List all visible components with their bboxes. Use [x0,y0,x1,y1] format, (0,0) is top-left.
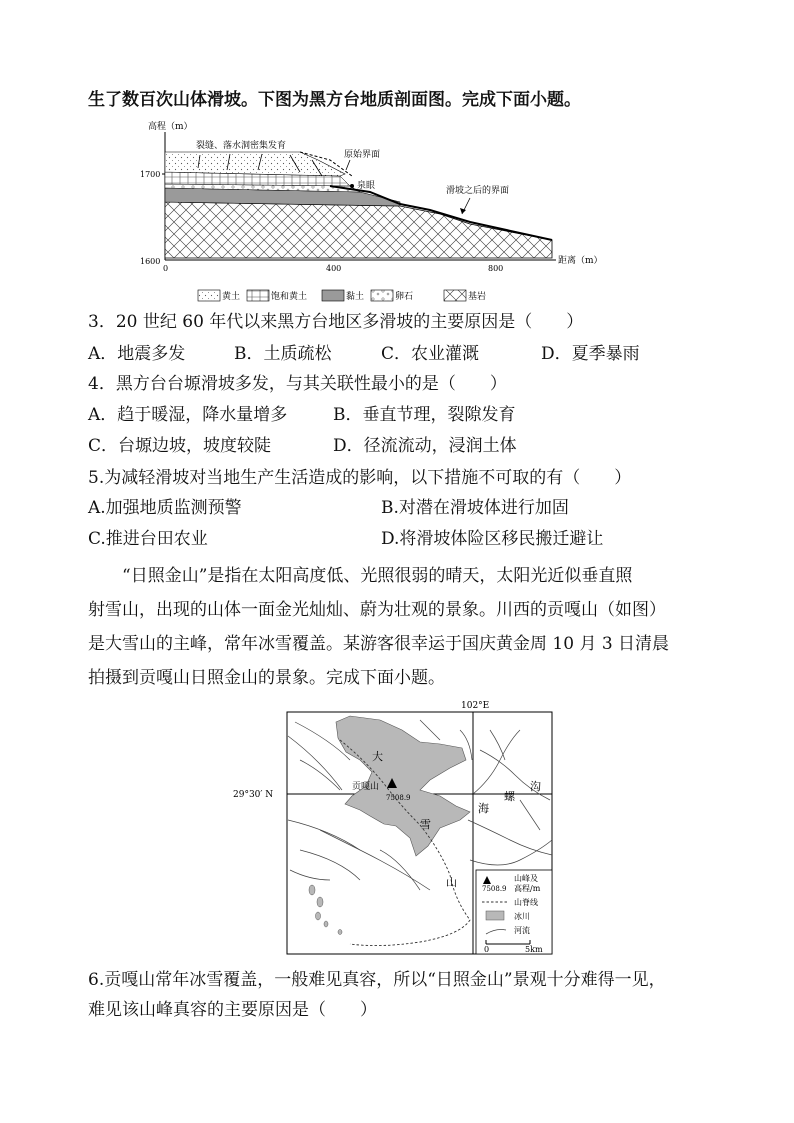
svg-text:饱和黄土: 饱和黄土 [271,292,308,302]
q4-stem: 4．黑方台台塬滑坡多发，与其关联性最小的是（ ） [88,374,507,394]
q4-option-a[interactable]: A．趋于暖湿，降水量增多 [88,405,288,425]
svg-text:山峰及: 山峰及 [514,874,538,883]
original-interface-annotation: 原始界面 [344,150,381,160]
y-tick-1700: 1700 [140,170,161,179]
gongga-map-figure [0,698,794,958]
cracks-annotation: 裂缝、落水洞密集发育 [196,141,287,151]
gorge-char-hai: 海 [478,802,489,815]
range-char-xue: 雪 [420,818,431,831]
q4-option-b[interactable]: B．垂直节理，裂隙发育 [333,405,516,425]
y-tick-1600: 1600 [140,257,161,266]
svg-text:冰川: 冰川 [514,912,530,921]
svg-text:山脊线: 山脊线 [514,898,538,907]
range-char-shan: 山 [446,876,457,889]
profile-legend [198,290,486,302]
passage2-line3: 是大雪山的主峰，常年冰雪覆盖。某游客很幸运于国庆黄金周 10 月 3 日清晨 [88,634,670,654]
gorge-char-luo: 螺 [504,790,515,803]
q4-option-d[interactable]: D．径流流动，浸润土体 [333,436,517,456]
svg-text:河流: 河流 [514,926,530,935]
q4-option-c[interactable]: C．台塬边坡，坡度较陡 [88,436,272,456]
x-tick-0: 0 [163,264,169,273]
spring-annotation: 泉眼 [357,181,376,191]
svg-text:卵石: 卵石 [395,292,414,302]
y-axis-label: 高程（m） [148,122,193,132]
intro-line: 生了数百次山体滑坡。下图为黑方台地质剖面图。完成下面小题。 [88,90,581,110]
map-legend [476,870,552,954]
svg-text:高程/m: 高程/m [514,884,541,893]
q5-option-a[interactable]: A.加强地质监测预警 [88,498,242,518]
svg-text:黏土: 黏土 [346,292,365,302]
q3-option-c[interactable]: C．农业灌溉 [381,344,480,364]
x-tick-800: 800 [488,264,504,273]
q5-stem: 5.为减轻滑坡对当地生产生活造成的影响，以下措施不可取的有（ ） [88,468,632,488]
range-char-da: 大 [372,750,383,763]
q5-option-d[interactable]: D.将滑坡体险区移民搬迁避让 [381,529,604,549]
q5-option-b[interactable]: B.对潜在滑坡体进行加固 [381,498,569,518]
q5-option-c[interactable]: C.推进台田农业 [88,529,208,549]
svg-text:7508.9: 7508.9 [482,885,507,893]
q6-line2: 难见该山峰真容的主要原因是（ ） [88,1000,377,1020]
svg-text:0: 0 [484,945,490,954]
loess-layer [165,152,345,176]
lon-label: 102°E [461,701,490,711]
gorge-char-gou: 沟 [530,780,541,793]
after-slide-annotation: 滑坡之后的界面 [446,186,510,196]
q3-stem: 3．20 世纪 60 年代以来黑方台地区多滑坡的主要原因是（ ） [88,312,584,332]
passage2-line4: 拍摄到贡嘎山日照金山的景象。完成下面小题。 [88,668,445,688]
lat-label: 29°30′ N [233,790,274,800]
peak-height: 7508.9 [386,794,411,802]
x-tick-400: 400 [326,264,342,273]
svg-text:基岩: 基岩 [468,292,487,302]
svg-text:黄土: 黄土 [222,292,241,302]
q3-option-d[interactable]: D．夏季暴雨 [541,344,640,364]
passage2-line2: 射雪山，出现的山体一面金光灿灿、蔚为壮观的景象。川西的贡嘎山（如图） [88,600,666,620]
peak-name: 贡嘎山 [352,782,380,792]
passage2-line1: “日照金山”是指在太阳高度低、光照很弱的晴天，太阳光近似垂直照 [122,566,633,586]
q6-line1: 6.贡嘎山常年冰雪覆盖，一般难见真容，所以“日照金山”景观十分难得一见， [88,970,666,990]
bedrock-layer [165,202,552,258]
q3-option-b[interactable]: B．土质疏松 [234,344,332,364]
geologic-profile-figure [0,112,794,312]
svg-text:5km: 5km [525,945,543,954]
q3-option-a[interactable]: A．地震多发 [88,344,186,364]
x-axis-label: 距离（m） [558,256,603,266]
